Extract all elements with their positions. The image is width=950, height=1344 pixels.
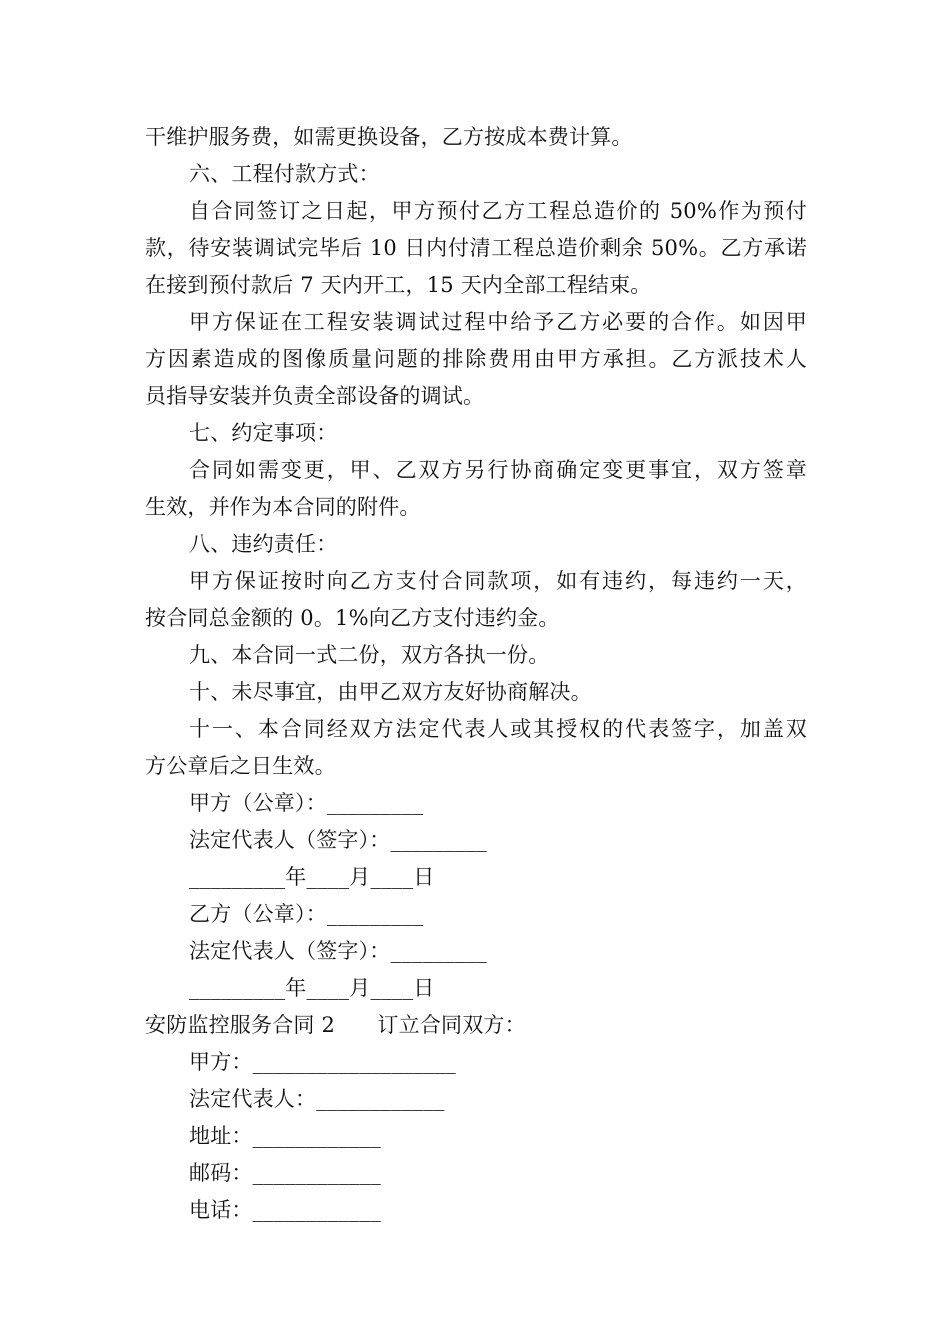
postcode-field: 邮码：____________ [189,1161,381,1185]
party-a-date-field: _________年____月____日 [189,865,435,889]
section-heading-agreements: 七、约定事项： [189,421,338,445]
text-line: 款，待安装调试完毕后 10 日内付清工程总造价剩余 50%。乙方承诺 [145,236,807,260]
text-line: 生效，并作为本合同的附件。 [145,495,421,519]
party-b-seal-field: 乙方（公章）：_________ [189,902,424,926]
legal-representative-field: 法定代表人：____________ [189,1087,445,1111]
text-line: 方因素造成的图像质量问题的排除费用由甲方承担。乙方派技术人 [145,347,807,371]
text-line: 合同如需变更，甲、乙双方另行协商确定变更事宜，双方签章 [189,458,807,482]
text-line: 员指导安装并负责全部设备的调试。 [145,384,485,408]
address-field: 地址：____________ [189,1124,381,1148]
section-heading-breach: 八、违约责任： [189,532,338,556]
section-heading-payment: 六、工程付款方式： [189,162,380,186]
clause-nine: 九、本合同一式二份，双方各执一份。 [189,643,550,667]
clause-eleven: 十一、本合同经双方法定代表人或其授权的代表签字，加盖双 [189,717,807,741]
party-a-seal-field: 甲方（公章）：_________ [189,791,424,815]
text-line: 甲方保证在工程安装调试过程中给予乙方必要的合作。如因甲 [189,310,807,334]
party-a-field: 甲方：___________________ [189,1050,456,1074]
party-b-representative-field: 法定代表人（签字）：_________ [189,939,487,963]
text-line: 自合同签订之日起，甲方预付乙方工程总造价的 50%作为预付 [189,199,807,223]
party-b-date-field: _________年____月____日 [189,976,435,1000]
text-line: 按合同总金额的 0。1%向乙方支付违约金。 [145,606,560,630]
contract-two-title: 安防监控服务合同 2 订立合同双方： [145,1013,526,1037]
phone-field: 电话：____________ [189,1198,381,1222]
text-line: 在接到预付款后 7 天内开工，15 天内全部工程结束。 [145,273,652,297]
party-a-representative-field: 法定代表人（签字）：_________ [189,828,487,852]
text-line: 方公章后之日生效。 [145,754,336,778]
clause-ten: 十、未尽事宜，由甲乙双方友好协商解决。 [189,680,592,704]
text-line: 甲方保证按时向乙方支付合同款项，如有违约，每违约一天， [189,569,807,593]
document-body [145,119,807,1229]
text-line: 干维护服务费，如需更换设备，乙方按成本费计算。 [145,125,633,149]
